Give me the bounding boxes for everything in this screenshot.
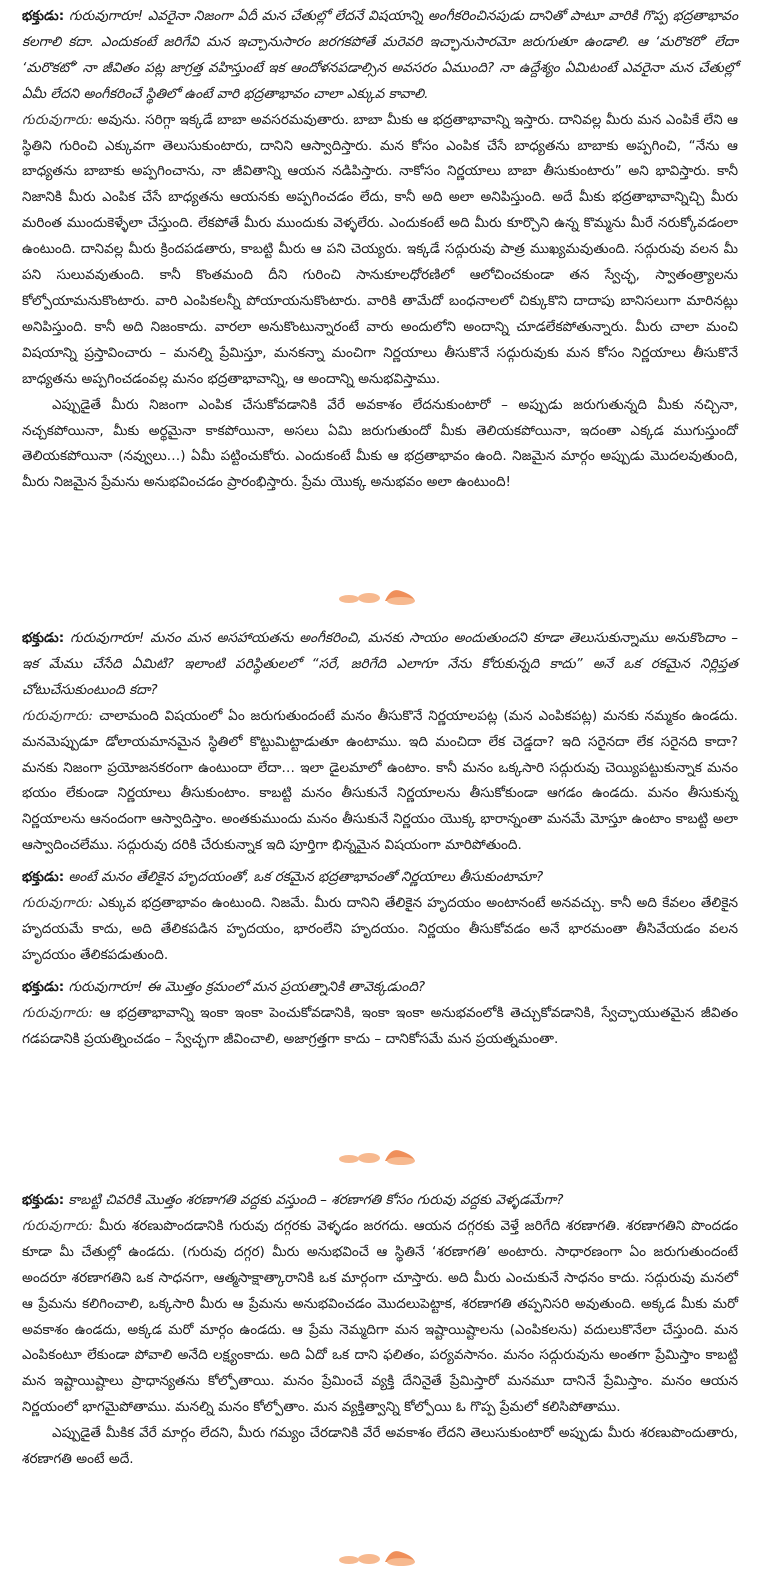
devotee-question: [22, 975, 738, 1001]
guru-answer: [22, 1001, 738, 1053]
guru-answer: [22, 704, 738, 859]
answer-text: ఆ భద్రతాభావాన్ని ఇంకా ఇంకా పెంచుకోవడానికి, ఇంకా ఇంకా అనుభవంలోకి తెచ్చుకోవడానికి, స్వేచ్ఛాయుతమైన జీవితం గడపడానికి ప్రయత్నించడం – స్వేచ్ఛగా జీవించాలి, అజాగ్రత్తగా కాదు – దానికోసమే మన ప్రయత్నమంతా.: [22, 1004, 738, 1047]
devotee-label: భక్తుడు:: [22, 1192, 65, 1208]
flower-ornament-icon: [335, 1546, 427, 1568]
guru-answer: [22, 1214, 738, 1421]
devotee-label: భక్తుడు:: [22, 978, 65, 995]
devotee-label: భక్తుడు:: [22, 8, 65, 24]
answer-text: ఎక్కువ భద్రతాభావం ఉంటుంది. నిజమే. మీరు దానిని తేలికైన హృదయం అంటానంటే అనవచ్చు. కానీ అది కేవలం తేలికైన హృదయమే కాదు, అది తేలికపడిన హృదయం, భారంలేని హృదయం. నిర్ణయం తీసుకోవడం అనే భారమంతా తీసివేయడం వలన హృదయం తేలికపడుతుంది.: [22, 895, 738, 963]
guru-label: గురువుగారు:: [22, 111, 94, 128]
devotee-label: భక్తుడు:: [22, 869, 65, 886]
devotee-label: భక్తుడు:: [22, 630, 65, 646]
answer-text: మీరు శరణుపొందడానికి గురువు దగ్గరకు వెళ్ళడం జరగదు. ఆయన దగ్గరకు వెళ్తే జరిగేది శరణాగతి. శరణాగతిని పొందడం కూడా మీ చేతుల్లో ఉండదు. (గురువు దగ్గర) మీరు అనుభవించే ఆ స్థితినే ‘శరణాగతి’ అంటారు. సాధారణంగా ఏం జరుగుతుందంటే అందరూ శరణాగతిని ఒక సాధనగా, ఆత్మసాక్షాత్కారానికి ఒక మార్గంగా చూస్తారు. అది మీరు ఎంచుకునే సాధనం కాదు. సద్గురువు మనలో ఆ ప్రేమను కలిగించాలి, ఒక్కసారి మీరు ఆ ప్రేమను అనుభవించడం మొదలుపెట్టాక, శరణాగతి తప్పనిసరి అవుతుంది. అక్కడ మీకు మరో అవకాశం ఉండదు, అక్కడ మరో మార్గం ఉండదు. ఆ ప్రేమ నెమ్మదిగా మన ఇష్టాయిష్టాలను (ఎంపికలను) వదులుకొనేలా చేస్తుంది. మన ఎంపికంటూ లేకుండా పోవాలి అనేది లక్ష్యంకాదు. అది ఏదో ఒక దాని ఫలితం, పర్యవసానం. మనం సద్గురువును అంతగా ప్రేమిస్తాం కాబట్టి మన ఇష్టాయిష్టాలు ప్రాధాన్యతను కోల్పోతాయి. మనం ప్రేమించే వ్యక్తి దేనినైతే ప్రేమిస్తారో మనమూ దానినే ప్రేమిస్తాం. మనం ఆయన నిర్ణయంలో భాగమైపోతాము. మనల్ని మనం కోల్పోతాం. మన వ్యక్తిత్వాన్ని కోల్పోయి ఓ గొప్ప ప్రేమలో కలిసిపోతాము.: [22, 1217, 738, 1416]
flower-ornament-icon: [335, 1145, 427, 1167]
answer-text: చాలామంది విషయంలో ఏం జరుగుతుందంటే మనం తీసుకొనే నిర్ణయాలపట్ల (మన ఎంపికపట్ల) మనకు నమ్మకం ఉండదు. మనమెప్పుడూ డోలాయమానమైన స్థితిలో కొట్టుమిట్టాడుతూ ఉంటాము. ఇది మంచిదా లేక చెడ్డదా? ఇది సరైనదా లేక సరైనది కాదా? మనకు నిజంగా ప్రయోజనకరంగా ఉంటుందా లేదా… ఇలా డైలమాలో ఉంటాం. కానీ మనం ఒక్కసారి సద్గురువు చెయ్యిపట్టుకున్నాక మనం భయం లేకుండా నిర్ణయాలు తీసుకుంటాం. కాబట్టి మనం తీసుకునే నిర్ణయాలను తీసుకోకుండా ఆగడం ఉండదు. మనం తీసుకున్న నిర్ణయాలను ఆనందంగా ఆస్వాదిస్తాం. అంతకుముందు మనం తీసుకునే నిర్ణయం యొక్క భారాన్నంతా మనమే మోస్తూ ఉంటాం కాబట్టి అలా ఆస్వాదించలేము. సద్గురువు దరికి చేరుకున్నాక ఇది పూర్తిగా భిన్నమైన విషయంగా మారిపోతుంది.: [22, 707, 738, 854]
section-divider-1: [0, 585, 761, 607]
guru-label: గురువుగారు:: [22, 707, 94, 724]
guru-label: గురువుగారు:: [22, 1217, 94, 1234]
question-text: గురువుగారూ! ఎవరైనా నిజంగా ఏదీ మన చేతుల్లో లేదనే విషయాన్ని అంగీకరించినపుడు దానితో పాటూ వారికి గొప్ప భద్రతాభావం కలగాలి కదా. ఎందుకంటే జరిగేవి మన ఇచ్చానుసారం జరగకపోతే మరెవరి ఇచ్ఛానుసారమో జరుగుతూ ఉండాలి. ఆ ‘మరొకరో’ లేదా ‘మరొకటో’ నా జీవితం పట్ల జాగ్రత్త వహిస్తుంటే ఇక ఆందోళనపడాల్సిన అవసరం ఏముంది? నా ఉద్దేశ్యం ఏమిటంటే ఎవరైనా మన చేతుల్లో ఏమీ లేదని అంగీకరించే స్థితిలో ఉంటే వారి భద్రతాభావం చాలా ఎక్కువ కావాలి.: [22, 8, 738, 102]
question-text: కాబట్టి చివరికి మొత్తం శరణాగతి వద్దకు వస్తుంది – శరణాగతి కోసం గురువు వద్దకు వెళ్ళడమేగా?: [64, 1192, 564, 1208]
section-divider-2: [0, 1145, 761, 1167]
answer-paragraph: ఎప్పుడైతే మీకిక వేరే మార్గం లేదని, మీరు గమ్యం చేరడానికి వేరే అవకాశం లేదని తెలుసుకుంటారో అప్పుడు మీరు శరణుపొందుతారు, శరణాగతి అంటే అదే.: [22, 1425, 738, 1468]
section-divider-3: [0, 1546, 761, 1568]
guru-answer: [22, 108, 738, 393]
flower-ornament-icon: [335, 585, 427, 607]
answer-text: అవును. సరిగ్గా ఇక్కడే బాబా అవసరమవుతారు. బాబా మీకు ఆ భద్రతాభావాన్ని ఇస్తారు. దానివల్ల మీరు మన ఎంపికే లేని ఆ స్థితిని గురించి ఎక్కువగా తెలుసుకుంటారు, దానిని ఆస్వాదిస్తారు. మన కోసం ఎంపిక చేసే బాధ్యతను బాబాకు అప్పగించి, “నేను ఆ బాధ్యతను బాబాకు అప్పగించాను, నా జీవితాన్ని ఆయన నడిపిస్తారు. నాకోసం నిర్ణయాలు బాబా తీసుకుంటారు” అని భావిస్తారు. కానీ నిజానికి మీరు ఎంపిక చేసే బాధ్యతను ఆయనకు అప్పగించడం లేదు, కానీ అది అలా అనిపిస్తుంది. అదే మీకు భద్రతాభావాన్నిచ్చి మీరు మరింత ముందుకెళ్ళేలా చేస్తుంది. లేకపోతే మీరు ముందుకు వెళ్ళలేరు. ఎందుకంటే అది మీరు కూర్చొని ఉన్న కొమ్మను మీరే నరుక్కోవడంలా ఉంటుంది. దానివల్ల మీరు క్రిందపడతారు, కాబట్టి మీరు ఆ పని చెయ్యరు. ఇక్కడే సద్గురువు పాత్ర ముఖ్యమవుతుంది. సద్గురువు వలన మీ పని సులువవుతుంది. కానీ కొంతమంది దీని గురించి సానుకూలధోరణిలో ఆలోచించకుండా తన స్వేచ్ఛ, స్వాతంత్ర్యాలను కోల్పోయామనుకొంటారు. వారి ఎంపికలన్నీ పోయాయనుకొంటారు. వారికి తామేదో బంధనాలలో చిక్కుకొని దాదాపు బానిసలుగా మారినట్లు అనిపిస్తుంది. కానీ అది నిజంకాదు. వారలా అనుకొంటున్నారంటే వారు అందులోని అందాన్ని చూడలేకపోతున్నారు. మీరు చాలా మంచి విషయాన్ని ప్రస్తావించారు – మనల్ని ప్రేమిస్తూ, మనకన్నా మంచిగా నిర్ణయాలు తీసుకొనే సద్గురువుకు మన కోసం నిర్ణయాలు తీసుకొనే బాధ్యతను అప్పగించడంవల్ల మనం భద్రతాభావాన్ని, ఆ అందాన్ని అనుభవిస్తాము.: [22, 111, 738, 387]
section-1: [22, 4, 738, 496]
section-2: [22, 626, 738, 1053]
devotee-question: [22, 1188, 738, 1214]
section-3: [22, 1188, 738, 1473]
devotee-question: [22, 626, 738, 704]
question-text: గురువుగారూ! మనం మన అసహాయతను అంగీకరించి, మనకు సాయం అందుతుందని కూడా తెలుసుకున్నాము అనుకొందాం – ఇక మేము చేసేది ఏమిటి? ఇలాంటి పరిస్థితులలో “సరే, జరిగేది ఎలాగూ నేను కోరుకున్నది కాదు” అనే ఒక రకమైన నిర్లిప్తత చోటుచేసుకుంటుంది కదా?: [22, 630, 738, 698]
answer-paragraph: ఎప్పుడైతే మీరు నిజంగా ఎంపిక చేసుకోవడానికి వేరే అవకాశం లేదనుకుంటారో – అప్పుడు జరుగుతున్నది మీకు నచ్చినా, నచ్చకపోయినా, మీకు అర్థమైనా కాకపోయినా, అసలు ఏమి జరుగుతుందో మీకు తెలియకపోయినా, ఇదంతా ఎక్కడ ముగుస్తుందో తెలియకపోయినా (నవ్వులు…) ఏమీ పట్టించుకోరు. ఎందుకంటే మీకు ఆ భద్రతాభావం ఉంది. నిజమైన మార్గం అప్పుడు మొదలవుతుంది, మీరు నిజమైన ప్రేమను అనుభవించడం ప్రారంభిస్తారు. ప్రేమ యొక్క అనుభవం అలా ఉంటుంది!: [22, 396, 738, 491]
devotee-question: [22, 4, 738, 108]
guru-answer: [22, 891, 738, 969]
question-text: గురువుగారూ! ఈ మొత్తం క్రమంలో మన ప్రయత్నానికి తావెక్కడుంది?: [64, 978, 426, 995]
guru-label: గురువుగారు:: [22, 1004, 94, 1021]
devotee-question: [22, 865, 738, 891]
question-text: అంటే మనం తేలికైన హృదయంతో, ఒక రకమైన భద్రతాభావంతో నిర్ణయాలు తీసుకుంటామా?: [64, 869, 544, 886]
guru-label: గురువుగారు:: [22, 895, 94, 912]
